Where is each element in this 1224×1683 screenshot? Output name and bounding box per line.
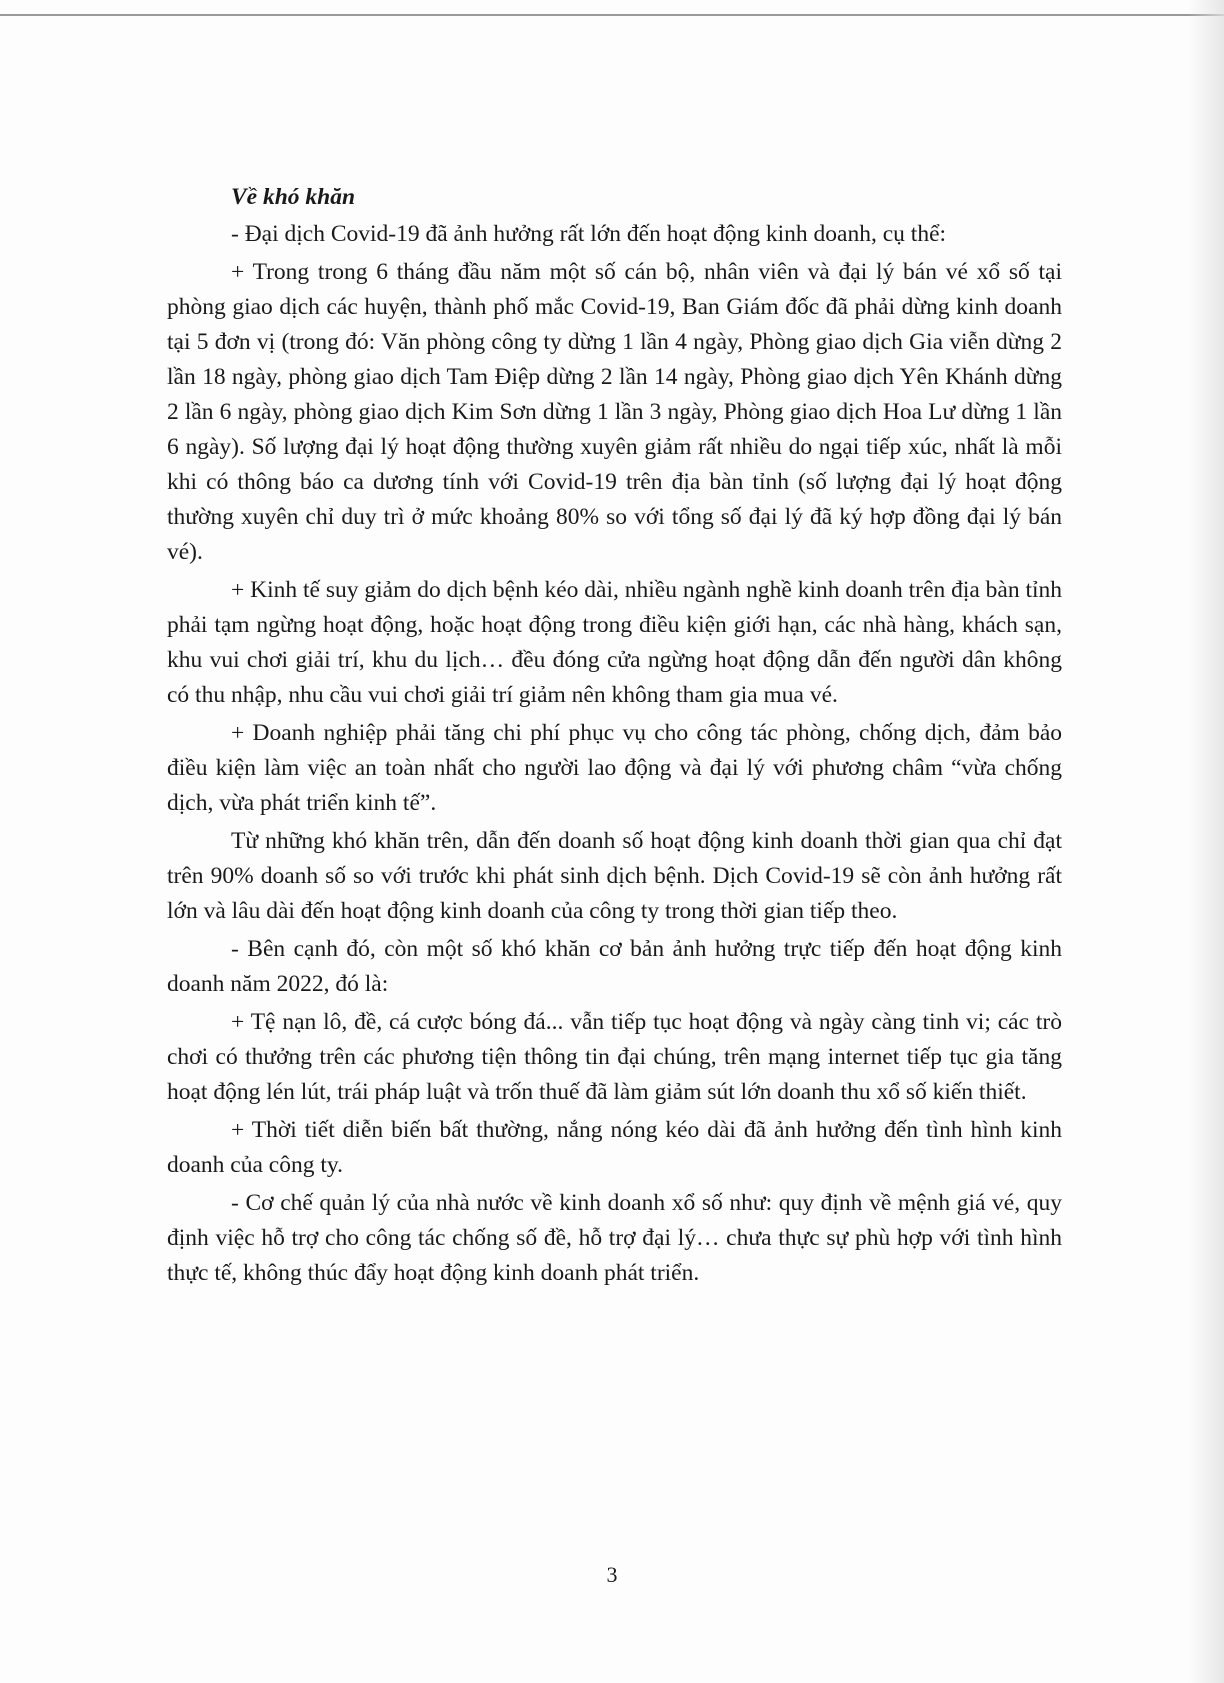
paragraph: + Kinh tế suy giảm do dịch bệnh kéo dài, nhiều ngành nghề kinh doanh trên địa bàn tỉnh phải tạm ngừng hoạt động, hoặc hoạt động trong điều kiện giới hạn, các nhà hàng, khách sạn, khu vui chơi giải trí, khu du lịch… đều đóng cửa ngừng hoạt động dẫn đến người dân không có thu nhập, nhu cầu vui chơi giải trí giảm nên không tham gia mua vé. (167, 577, 1063, 708)
page-number: 3 (606, 1562, 618, 1587)
paragraph: + Trong trong 6 tháng đầu năm một số cán bộ, nhân viên và đại lý bán vé xổ số tại phòng giao dịch các huyện, thành phố mắc Covid-19, Ban Giám đốc đã phải dừng kinh doanh tại 5 đơn vị (trong đó: Văn phòng công ty dừng 1 lần 4 ngày, Phòng giao dịch Gia viễn dừng 2 lần 18 ngày, phòng giao dịch Tam Điệp dừng 2 lần 14 ngày, Phòng giao dịch Yên Khánh dừng 2 lần 6 ngày, phòng giao dịch Kim Sơn dừng 1 lần 3 ngày, Phòng giao dịch Hoa Lư dừng 1 lần 6 ngày). Số lượng đại lý hoạt động thường xuyên giảm rất nhiều do ngại tiếp xúc, nhất là mỗi khi có thông báo ca dương tính với Covid-19 trên địa bàn tỉnh (số lượng đại lý hoạt động thường xuyên chỉ duy trì ở mức khoảng 80% so với tổng số đại lý đã ký hợp đồng đại lý bán vé). (167, 259, 1062, 565)
paragraph: + Thời tiết diễn biến bất thường, nắng nóng kéo dài đã ảnh hưởng đến tình hình kinh doanh của công ty. (167, 1117, 1062, 1178)
page-right-shadow (1188, 0, 1224, 1683)
paragraph: + Tệ nạn lô, đề, cá cược bóng đá... vẫn tiếp tục hoạt động và ngày càng tinh vi; các trò chơi có thưởng trên các phương tiện thông tin đại chúng, trên mạng internet tiếp tục gia tăng hoạt động lén lút, trái pháp luật và trốn thuế đã làm giảm sút lớn doanh thu xổ số kiến thiết. (167, 1009, 1062, 1105)
paragraph: - Bên cạnh đó, còn một số khó khăn cơ bản ảnh hưởng trực tiếp đến hoạt động kinh doanh năm 2022, đó là: (167, 936, 1062, 997)
paragraph: + Doanh nghiệp phải tăng chi phí phục vụ cho công tác phòng, chống dịch, đảm bảo điều kiện làm việc an toàn nhất cho người lao động và đại lý với phương châm “vừa chống dịch, vừa phát triển kinh tế”. (167, 720, 1062, 816)
document-body (167, 180, 1062, 1294)
page-top-edge (0, 14, 1224, 16)
paragraph: - Đại dịch Covid-19 đã ảnh hưởng rất lớn đến hoạt động kinh doanh, cụ thể: (231, 221, 947, 247)
paragraph: Từ những khó khăn trên, dẫn đến doanh số hoạt động kinh doanh thời gian qua chỉ đạt trên 90% doanh số so với trước khi phát sinh dịch bệnh. Dịch Covid-19 sẽ còn ảnh hưởng rất lớn và lâu dài đến hoạt động kinh doanh của công ty trong thời gian tiếp theo. (167, 828, 1062, 924)
section-heading: Về khó khăn (231, 184, 356, 210)
paragraph: - Cơ chế quản lý của nhà nước về kinh doanh xổ số như: quy định về mệnh giá vé, quy định việc hỗ trợ cho công tác chống số đề, hỗ trợ đại lý… chưa thực sự phù hợp với tình hình thực tế, không thúc đẩy hoạt động kinh doanh phát triển. (167, 1190, 1062, 1286)
